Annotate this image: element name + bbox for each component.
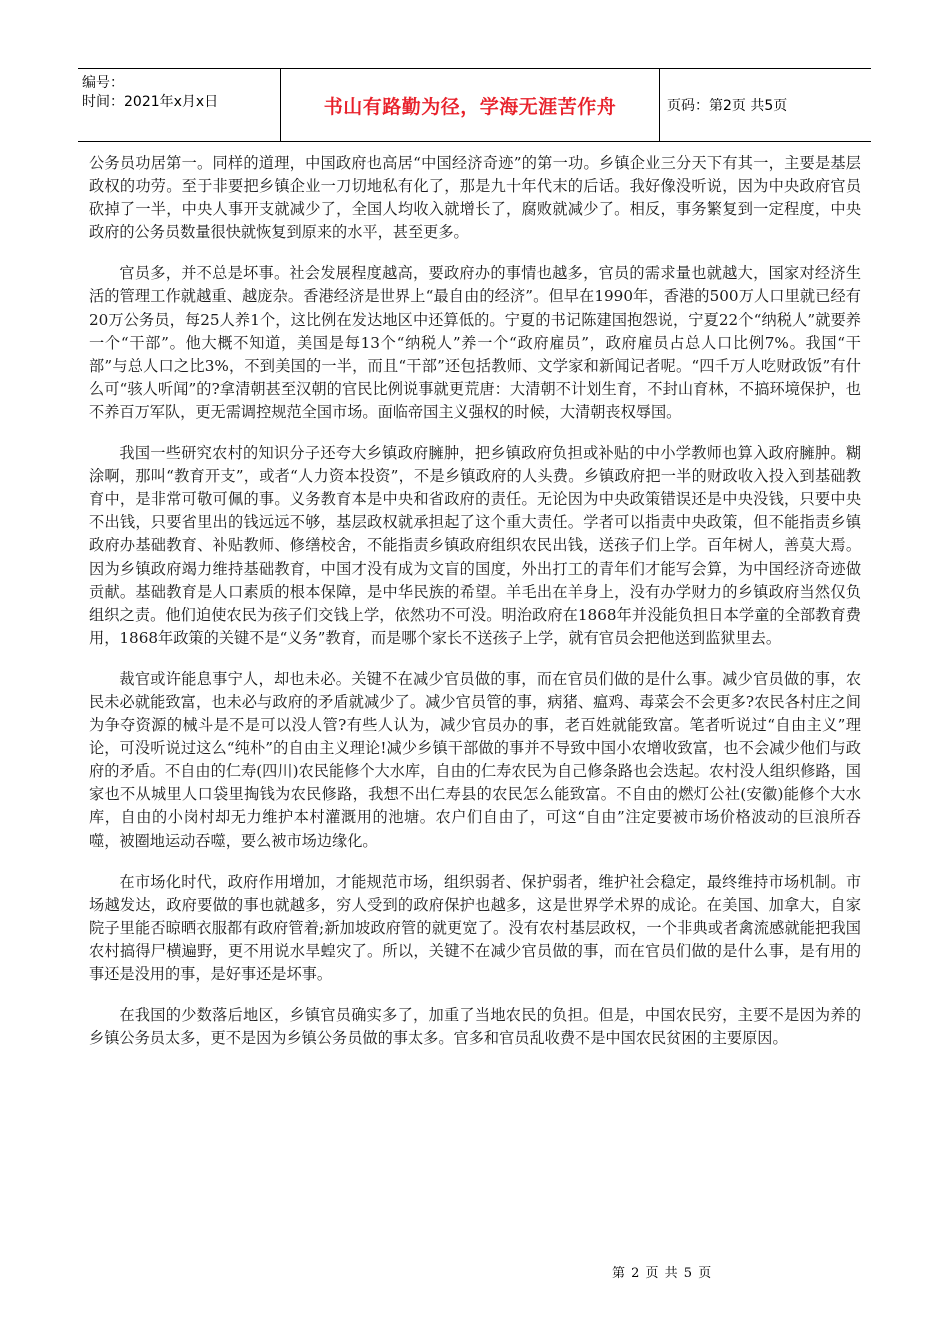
document-date-label: 时间：2021年x月x日 [82,94,219,110]
page-footer: 第 2 页 共 5 页 [612,1266,713,1281]
body-paragraph: 公务员功居第一。同样的道理，中国政府也高居“中国经济奇迹”的第一功。乡镇企业三分天下有其一，主要是基层政权的功劳。至于非要把乡镇企业一刀切地私有化了，那是九十年代末的后话。我好像没听说，因为中央政府官员砍掉了一半，中央人事开支就减少了，全国人均收入就增长了，腐败就减少了。相反，事务繁复到一定程度，中央政府的公务员数量很快就恢复到原来的水平，甚至更多。 [89,154,861,242]
header-page-number: 页码：第2页 共5页 [667,98,788,114]
body-paragraph: 我国一些研究农村的知识分子还夸大乡镇政府臃肿，把乡镇政府负担或补贴的中小学教师也算入政府臃肿。糊涂啊，那叫“教育开支”，或者“人力资本投资”，不是乡镇政府的人头费。乡镇政府把一半的财政收入投入到基础教育中，是非常可敬可佩的事。义务教育本是中央和省政府的责任。无论因为中央政策错误还是中央没钱，只要中央不出钱，只要省里出的钱远远不够，基层政权就承担起了这个重大责任。学者可以指责中央政策，但不能指责乡镇政府办基础教育、补贴教师、修缮校舍，不能指责乡镇政府组织农民出钱，送孩子们上学。百年树人，善莫大焉。因为乡镇政府竭力维持基础教育，中国才没有成为文盲的国度，外出打工的青年们才能写会算，为中国经济奇迹做贡献。基础教育是人口素质的根本保障，是中华民族的希望。羊毛出在羊身上，没有办学财力的乡镇政府当然仅负组织之责。他们迫使农民为孩子们交钱上学，依然功不可没。明治政府在1868年并没能负担日本学童的全部教育费用，1868年政策的关键不是“义务”教育，而是哪个家长不送孩子上学，就有官员会把他送到监狱里去。 [89,444,861,647]
body-paragraph: 在市场化时代，政府作用增加，才能规范市场，组织弱者、保护弱者，维护社会稳定，最终维持市场机制。市场越发达，政府要做的事也就越多，穷人受到的政府保护也越多，这是世界学术界的成论。在美国、加拿大，自家院子里能否晾晒衣服都有政府管着;新加坡政府管的就更宽了。没有农村基层政权，一个非典或者禽流感就能把我国农村搞得尸横遍野，更不用说水旱蝗灾了。所以，关键不在减少官员做的事，而在官员们做的是什么事，是有用的事还是没用的事，是好事还是坏事。 [89,872,861,983]
body-paragraph: 裁官或许能息事宁人，却也未必。关键不在减少官员做的事，而在官员们做的是什么事。减少官员做的事，农民未必就能致富，也未必与政府的矛盾就减少了。减少官员管的事，病猪、瘟鸡、毒菜会不会更多?农民各村庄之间为争夺资源的械斗是不是可以没人管?有些人认为，减少官员办的事，老百姓就能致富。笔者听说过“自由主义”理论，可没听说过这么“纯朴”的自由主义理论!减少乡镇干部做的事并不导致中国小农增收致富，也不会减少他们与政府的矛盾。不自由的仁寿(四川)农民能修个大水库，自由的仁寿农民为自己修条路也会迭起。农村没人组织修路，国家也不从城里人口袋里掏钱为农民修路，我想不出仁寿县的农民怎么能致富。不自由的燃灯公社(安徽)能修个大水库，自由的小岗村却无力维护本村灌溉用的池塘。农户们自由了，可这“自由”注定要被市场价格波动的巨浪所吞噬，被圈地运动吞噬，要么被市场边缘化。 [89,669,861,850]
body-paragraph: 在我国的少数落后地区，乡镇官员确实多了，加重了当地农民的负担。但是，中国农民穷，主要不是因为养的乡镇公务员太多，更不是因为乡镇公务员做的事太多。官多和官员乱收费不是中国农民贫困的主要原因。 [89,1006,861,1048]
document-number-label: 编号： [82,75,124,91]
body-paragraph: 官员多，并不总是坏事。社会发展程度越高，要政府办的事情也越多，官员的需求量也就越大，国家对经济生活的管理工作就越重、越庞杂。香港经济是世界上“最自由的经济”。但早在1990年，香港的500万人口里就已经有20万公务员，每25人养1个，这比例在发达地区中还算低的。宁夏的书记陈建国抱怨说，宁夏22个“纳税人”就要养一个“干部”。他大概不知道，美国是每13个“纳税人”养一个“政府雇员”，政府雇员占总人口比例7%。我国“干部”与总人口之比3%，不到美国的一半，而且“干部”还包括教师、文学家和新闻记者呢。“四千万人吃财政饭”有什么可“骇人听闻”的?拿清朝甚至汉朝的官民比例说事就更荒唐：大清朝不计划生育，不封山育林，不搞环境保护，也不养百万军队，更无需调控规范全国市场。面临帝国主义强权的时候，大清朝丧权辱国。 [89,264,861,421]
page-header [78,68,871,142]
document-body [89,152,861,1068]
header-meta [78,69,281,141]
header-motto: 书山有路勤为径，学海无涯苦作舟 [281,69,660,141]
